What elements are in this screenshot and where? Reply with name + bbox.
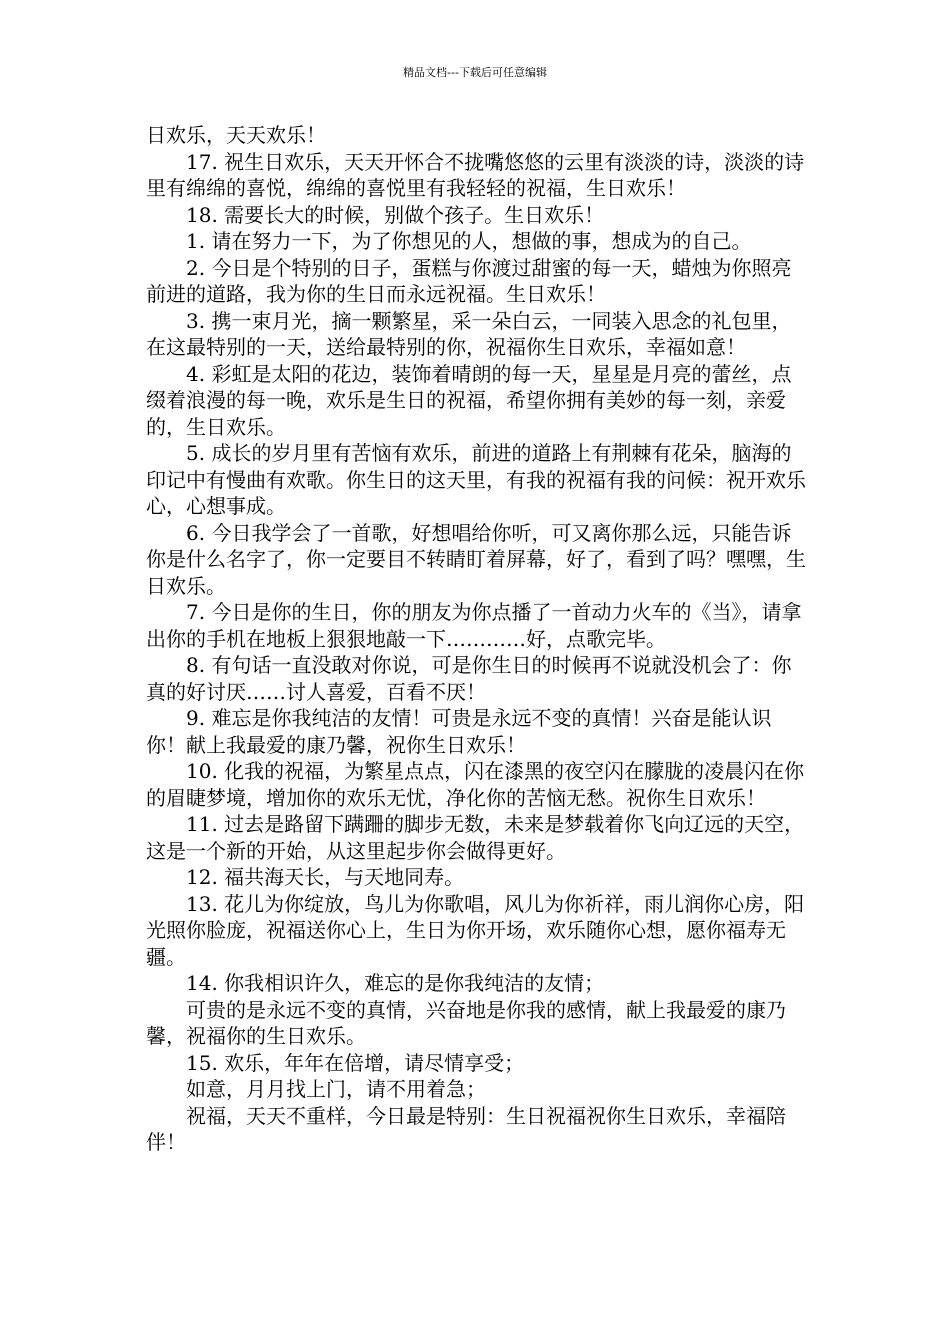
- paragraph: 5. 成长的岁月里有苦恼有欢乐，前进的道路上有荆棘有花朵，脑海的印记中有慢曲有欢歌。你生日的这天里，有我的祝福有我的问候：祝开欢乐心，心想事成。: [146, 441, 806, 518]
- paragraph: 4. 彩虹是太阳的花边，装饰着晴朗的每一天，星星是月亮的蕾丝，点缀着浪漫的每一晚，欢乐是生日的祝福，希望你拥有美妙的每一刻，亲爱的，生日欢乐。: [146, 361, 792, 439]
- paragraph: 15. 欢乐，年年在倍增，请尽情享受；: [186, 1050, 525, 1075]
- paragraph: 9. 难忘是你我纯洁的友情！可贵是永远不变的真情！兴奋是能认识你！献上我最爱的康乃馨，祝你生日欢乐！: [146, 706, 772, 757]
- paragraph: 11. 过去是路留下蹒跚的脚步无数，未来是梦载着你飞向辽远的天空，这是一个新的开始，从这里起步你会做得更好。: [146, 812, 805, 863]
- paragraph: 7. 今日是你的生日，你的朋友为你点播了一首动力火车的《当》，请拿出你的手机在地板上狠狠地敲一下…………好，点歌完毕。: [146, 600, 802, 651]
- paragraph: 如意，月月找上门，请不用着急；: [186, 1077, 486, 1101]
- paragraph: 6. 今日我学会了一首歌，好想唱给你听，可又离你那么远，只能告诉你是什么名字了，你一定要目不转睛盯着屏幕，好了，看到了吗？嘿嘿，生日欢乐。: [146, 520, 806, 598]
- paragraph: 可贵的是永远不变的真情，兴奋地是你我的感情，献上我最爱的康乃馨，祝福你的生日欢乐。: [146, 997, 786, 1048]
- paragraph: 10. 化我的祝福，为繁星点点，闪在漆黑的夜空闪在朦胧的凌晨闪在你的眉睫梦境，增加你的欢乐无忧，净化你的苦恼无愁。祝你生日欢乐！: [146, 759, 805, 810]
- paragraph: 8. 有句话一直没敢对你说，可是你生日的时候再不说就没机会了：你真的好讨厌……讨人喜爱，百看不厌！: [146, 653, 792, 704]
- paragraph: 12. 福共海天长，与天地同寿。: [186, 865, 465, 889]
- paragraph: 17. 祝生日欢乐，天天开怀合不拢嘴悠悠的云里有淡淡的诗，淡淡的诗里有绵绵的喜悦，绵绵的喜悦里有我轻轻的祝福，生日欢乐！: [146, 149, 805, 200]
- paragraph: 13. 花儿为你绽放，鸟儿为你歌唱，风儿为你祈祥，雨儿润你心房，阳光照你脸庞，祝福送你心上，生日为你开场，欢乐随你心想，愿你福寿无疆。: [146, 891, 805, 969]
- page-header: 精品文档---下载后可任意编辑: [403, 66, 547, 79]
- paragraph: 祝福，天天不重样，今日最是特别：生日祝福祝你生日欢乐，幸福陪伴！: [146, 1103, 786, 1154]
- paragraph: 2. 今日是个特别的日子，蛋糕与你渡过甜蜜的每一天，蜡烛为你照亮前进的道路，我为你的生日而永远祝福。生日欢乐！: [146, 255, 792, 306]
- paragraph: 14. 你我相识许久，难忘的是你我纯洁的友情；: [186, 971, 605, 995]
- paragraph: 1. 请在努力一下，为了你想见的人，想做的事，想成为的自己。: [186, 229, 752, 253]
- paragraph: 18. 需要长大的时候，别做个孩子。生日欢乐！: [186, 202, 605, 227]
- document-body: [146, 122, 810, 1156]
- paragraph: 3. 携一束月光，摘一颗繁星，采一朵白云，一同装入思念的礼包里，在这最特别的一天，送给最特别的你，祝福你生日欢乐，幸福如意！: [146, 308, 792, 359]
- paragraph: 日欢乐，天天欢乐！: [146, 123, 326, 147]
